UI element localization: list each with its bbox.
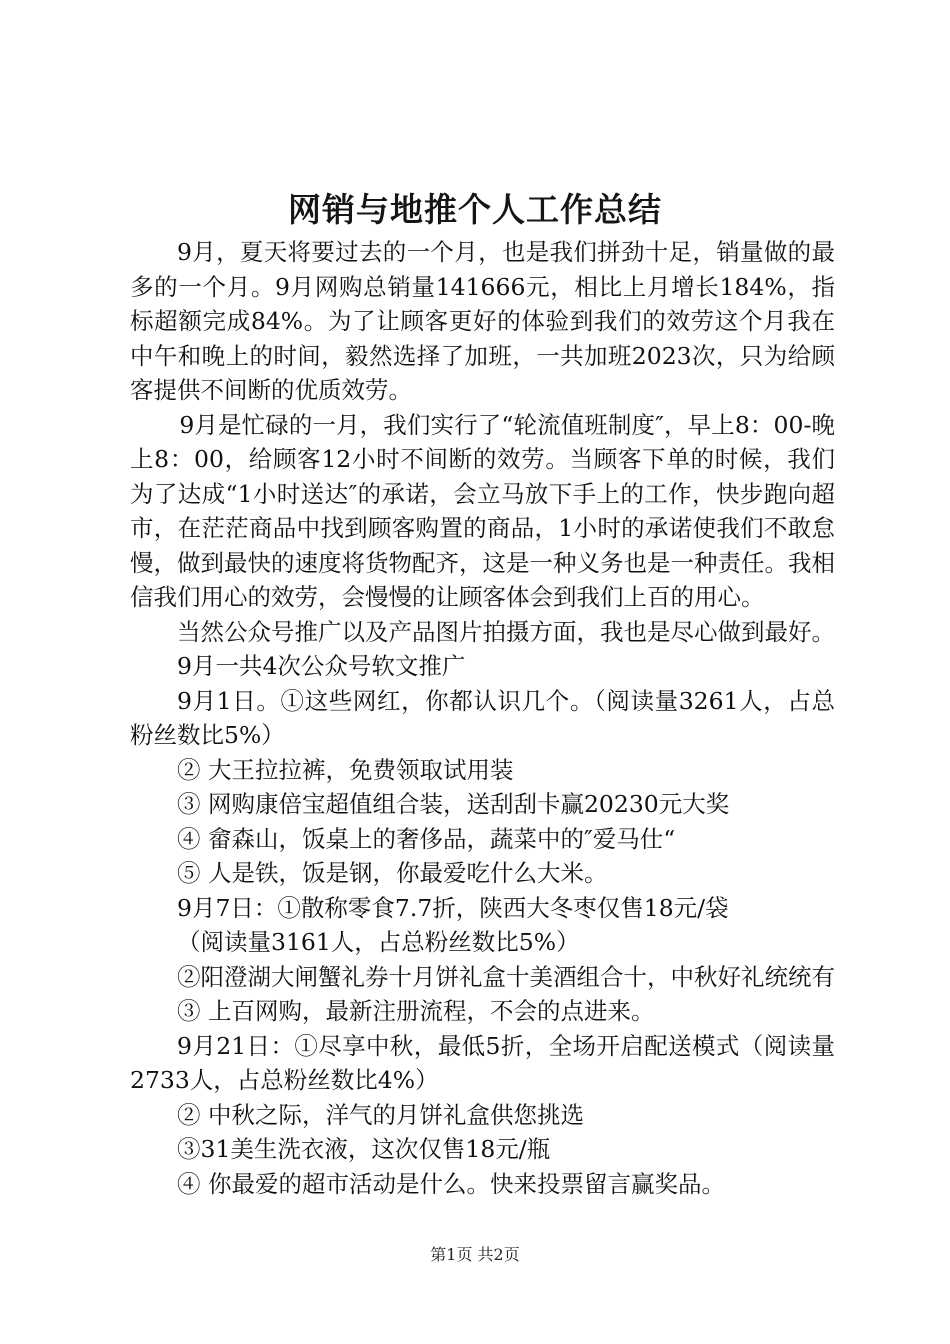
list-item-sep21-2: ② 中秋之际，洋气的月饼礼盒供您挑选 [177, 1100, 584, 1129]
list-item-sep1-header: 9月1日。①这些网红，你都认识几个。（阅读量3261人，占总粉丝数比5%） [130, 686, 835, 749]
paragraph-promotion-intro: 当然公众号推广以及产品图片拍摄方面，我也是尽心做到最好。 [177, 617, 835, 646]
document-body [130, 235, 835, 1201]
list-item-sep7-2: ②阳澄湖大闸蟹礼券十月饼礼盒十美酒组合十，中秋好礼统统有 [177, 962, 835, 991]
list-item-sep1-3: ③ 网购康倍宝超值组合装，送刮刮卡赢20230元大奖 [177, 790, 730, 818]
paragraph-promotion-count: 9月一共4次公众号软文推广 [177, 652, 466, 680]
list-item-sep7-3: ③ 上百网购，最新注册流程，不会的点进来。 [177, 997, 655, 1025]
document-title: 网销与地推个人工作总结 [288, 190, 662, 229]
list-item-sep21-3: ③31美生洗衣液，这次仅售18元/瓶 [177, 1135, 551, 1163]
list-item-sep1-4: ④ 畲森山，饭桌上的奢侈品，蔬菜中的″爱马仕“ [177, 824, 676, 853]
list-item-sep1-2: ② 大王拉拉裤，免费领取试用装 [177, 755, 514, 784]
list-item-sep7-header: 9月7日：①散称零食7.7折，陕西大冬枣仅售18元/袋 [177, 893, 729, 922]
list-item-sep1-5: ⑤ 人是铁，饭是钢，你最爱吃什么大米。 [177, 859, 608, 887]
paragraph-duty-system: 9月是忙碌的一月，我们实行了“轮流值班制度″，早上8：00-晚上8：00，给顾客12小时不间断的效劳。当顾客下单的时候，我们为了达成“1小时送达″的承诺，会立马放下手上的工作，快步跑向超市，在茫茫商品中找到顾客购置的商品，1小时的承诺使我们不敢怠慢，做到最快的速度将货物配齐，这是一种义务也是一种责任。我相信我们用心的效劳，会慢慢的让顾客体会到我们上百的用心。 [130, 410, 835, 611]
list-item-sep7-readcount: （阅读量3161人，占总粉丝数比5%） [177, 928, 580, 956]
paragraph-sales-summary: 9月，夏天将要过去的一个月，也是我们拼劲十足，销量做的最多的一个月。9月网购总销量141666元，相比上月增长184%，指标超额完成84%。为了让顾客更好的体验到我们的效劳这个月我在中午和晚上的时间，毅然选择了加班，一共加班2023次，只为给顾客提供不间断的优质效劳。 [130, 238, 835, 404]
list-item-sep21-header: 9月21日：①尽享中秋，最低5折，全场开启配送模式（阅读量2733人，占总粉丝数比4%） [130, 1031, 835, 1094]
page-footer: 第1页 共2页 [430, 1245, 520, 1264]
list-item-sep21-4: ④ 你最爱的超市活动是什么。快来投票留言赢奖品。 [177, 1169, 725, 1198]
